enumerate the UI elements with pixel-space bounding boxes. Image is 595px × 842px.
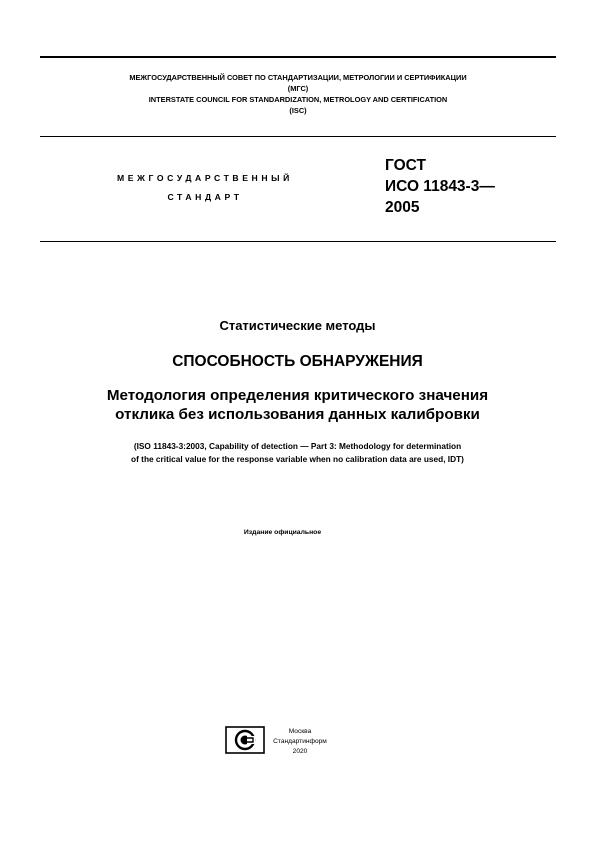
edition-label: Издание официальное bbox=[243, 529, 322, 536]
gost-number: ИСО 11843-3— bbox=[385, 178, 495, 195]
standard-type-line1: МЕЖГОСУДАРСТВЕННЫЙ bbox=[117, 173, 293, 183]
description-line1: Методология определения критического значения bbox=[106, 387, 489, 404]
designation-rule bbox=[40, 241, 556, 242]
publisher-name: Стандартинформ bbox=[273, 738, 327, 745]
main-title: СПОСОБНОСТЬ ОБНАРУЖЕНИЯ bbox=[172, 353, 423, 370]
standard-type-line2: СТАНДАРТ bbox=[167, 192, 243, 202]
council-block bbox=[40, 72, 556, 116]
iso-reference bbox=[20, 440, 575, 466]
top-rule bbox=[40, 56, 556, 58]
description bbox=[0, 386, 595, 424]
iso-reference-line1: (ISO 11843-3:2003, Capability of detection — Part 3: Methodology for determination bbox=[133, 441, 462, 451]
subtitle: Статистические методы bbox=[219, 318, 376, 333]
gost-label: ГОСТ bbox=[385, 157, 426, 174]
council-en: INTERSTATE COUNCIL FOR STANDARDIZATION, METROLOGY AND CERTIFICATION bbox=[148, 95, 448, 104]
gost-year: 2005 bbox=[385, 199, 420, 216]
publisher-city: Москва bbox=[288, 728, 312, 735]
council-ru-abbr: (МГС) bbox=[287, 84, 309, 93]
publisher-year: 2020 bbox=[292, 748, 308, 755]
publisher-block bbox=[262, 727, 338, 757]
standartinform-logo-icon bbox=[225, 726, 265, 754]
gost-designation bbox=[385, 155, 545, 218]
iso-reference-line2: of the critical value for the response variable when no calibration data are used, IDT) bbox=[131, 454, 464, 464]
description-line2: отклика без использования данных калибровки bbox=[115, 406, 480, 423]
council-ru: МЕЖГОСУДАРСТВЕННЫЙ СОВЕТ ПО СТАНДАРТИЗАЦИИ, МЕТРОЛОГИИ И СЕРТИФИКАЦИИ bbox=[129, 73, 467, 82]
header-rule bbox=[40, 136, 556, 137]
standard-type bbox=[70, 169, 340, 207]
council-en-abbr: (ISC) bbox=[289, 106, 307, 115]
